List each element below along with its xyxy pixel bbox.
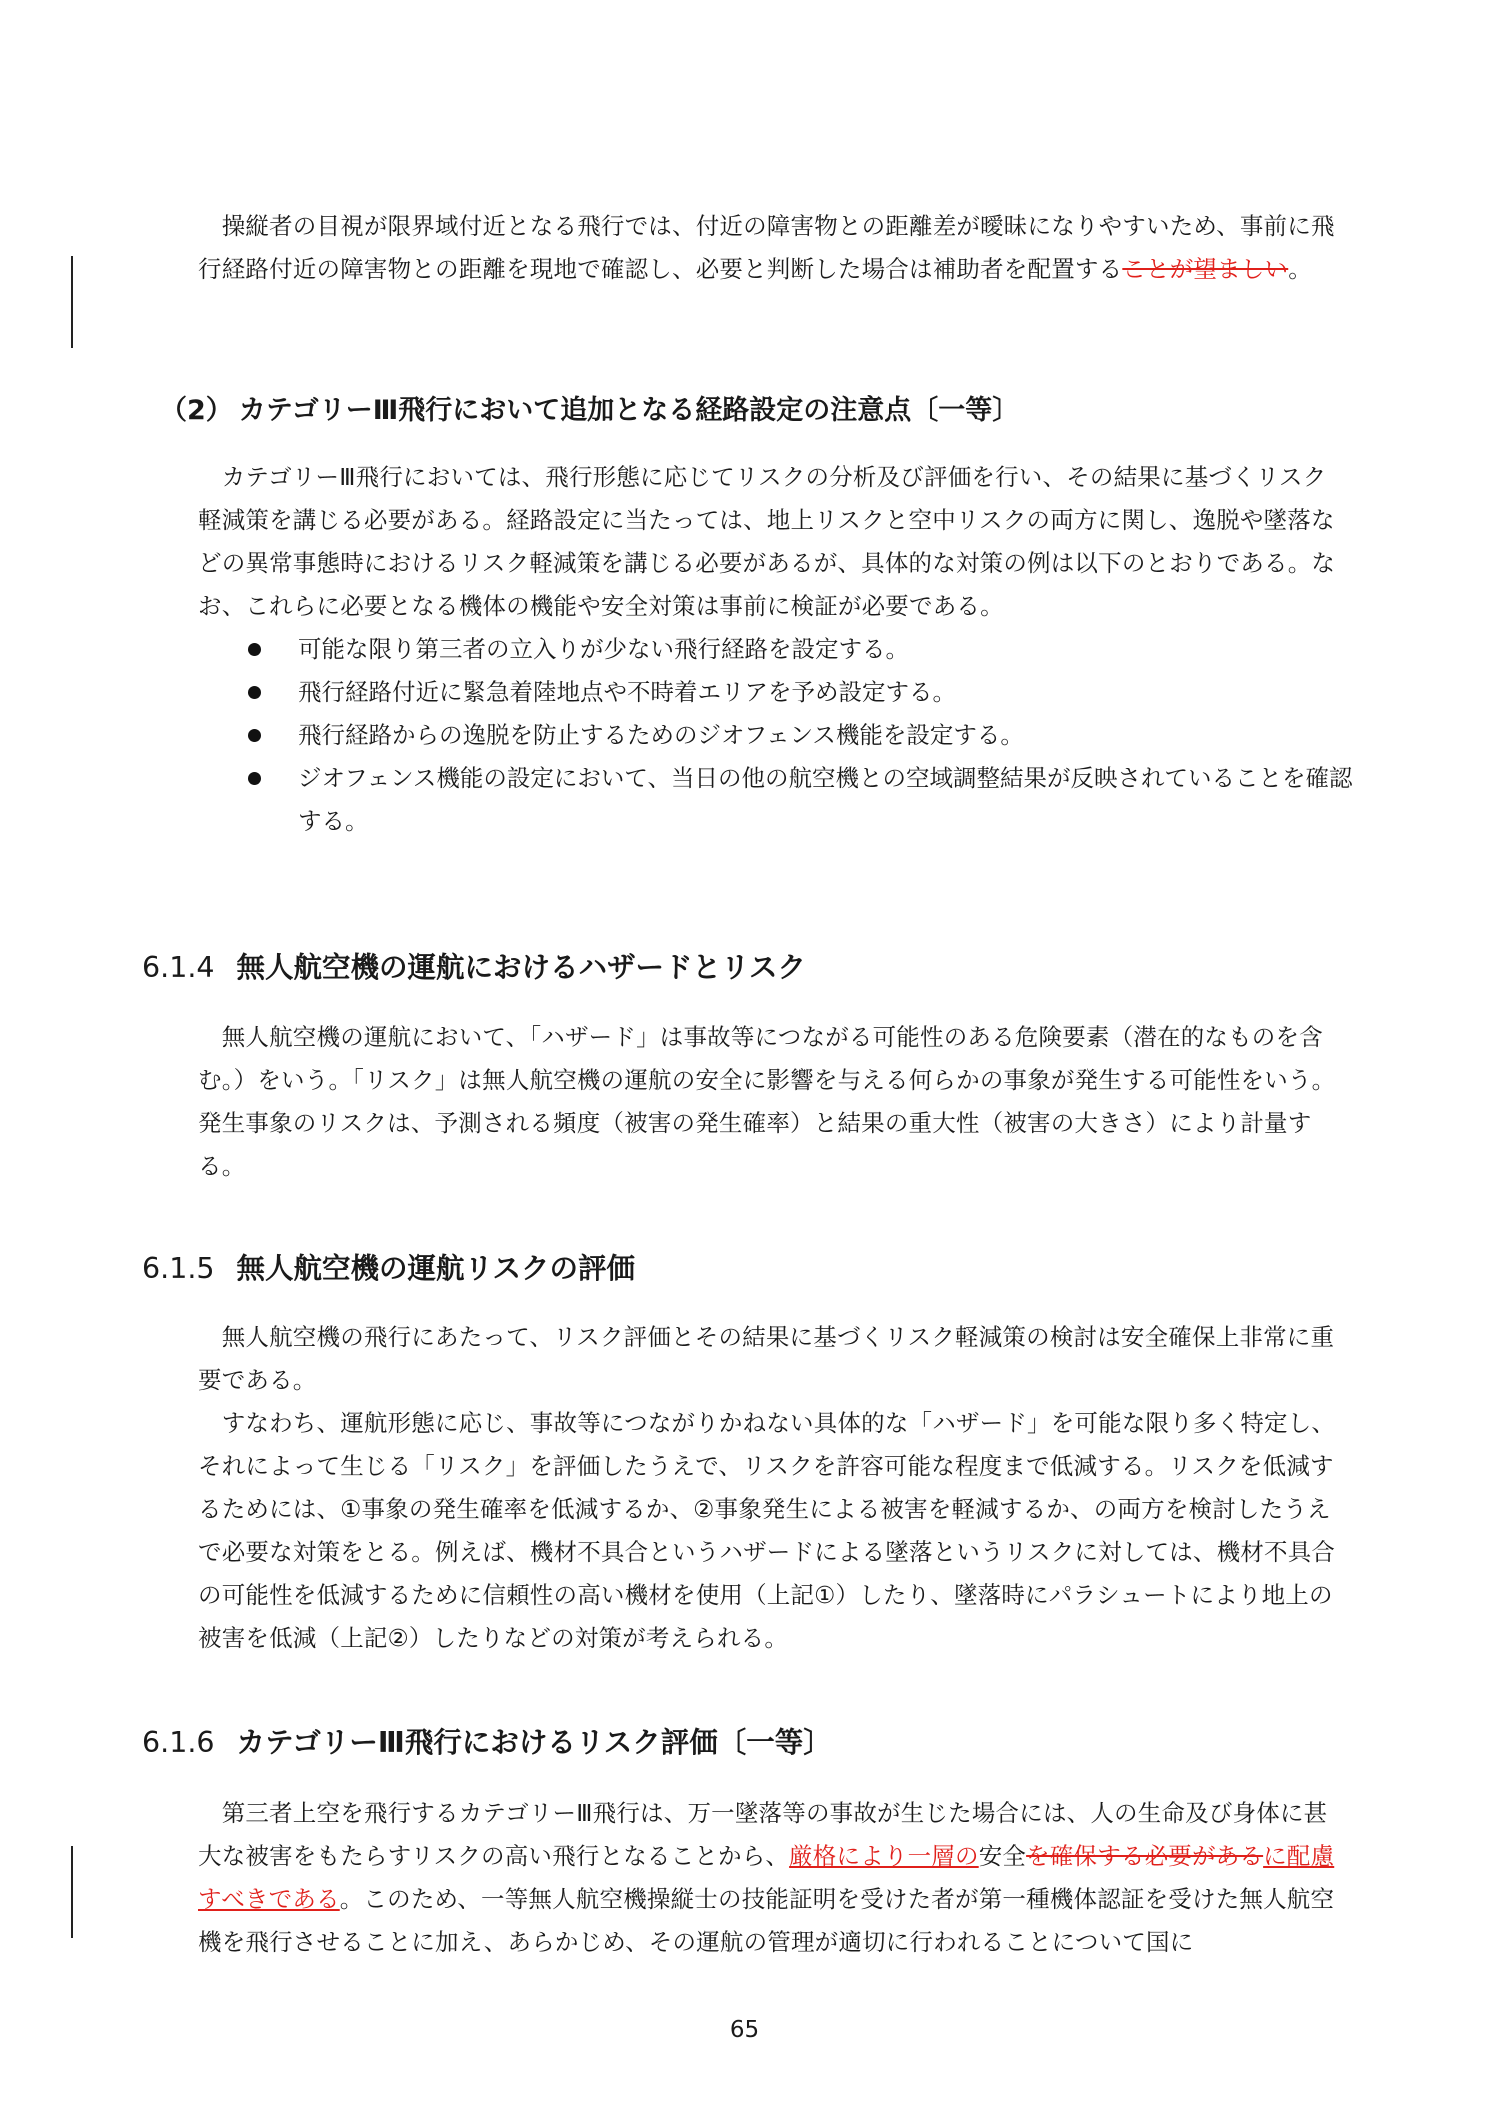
section-title: 無人航空機の運航におけるハザードとリスク: [236, 951, 806, 984]
section-heading-6-1-4: [142, 945, 806, 986]
inserted-text: 厳格により一層の: [789, 1842, 979, 1870]
section-number: 6.1.4: [142, 951, 215, 984]
list-item: [248, 628, 1358, 671]
section-number: 6.1.6: [142, 1726, 215, 1759]
bullet-icon: [248, 729, 261, 742]
deleted-text: ことが望ましい: [1122, 255, 1289, 283]
list-item-text: 可能な限り第三者の立入りが少ない飛行経路を設定する。: [298, 635, 909, 663]
paragraph-category3-risk: [198, 1792, 1348, 1964]
paragraph-observer-visibility: [198, 205, 1348, 291]
paragraph-text: 。このため、一等無人航空機操縦士の技能証明を受けた者が第一種機体認証を受けた無人航空機を飛行させることに加え、あらかじめ、その運航の管理が適切に行われることについて国に: [198, 1885, 1335, 1956]
section-title: カテゴリーⅢ飛行におけるリスク評価〔一等〕: [236, 1726, 832, 1759]
paragraph-text: 安全: [978, 1842, 1027, 1870]
paragraph-end: 。: [1288, 255, 1312, 283]
list-item: [248, 671, 1358, 714]
list-item: [248, 757, 1358, 843]
list-item-text: 飛行経路付近に緊急着陸地点や不時着エリアを予め設定する。: [298, 678, 956, 706]
list-item-text: ジオフェンス機能の設定において、当日の他の航空機との空域調整結果が反映されていることを確認する。: [298, 764, 1353, 835]
paragraph-text: 操縦者の目視が限界域付近となる飛行では、付近の障害物との距離差が曖昧になりやすいため、事前に飛行経路付近の障害物との距離を現地で確認し、必要と判断した場合は補助者を配置する: [198, 212, 1335, 283]
paragraph-text: 第三者上空を飛行するカテゴリーⅢ飛行は、万一墜落等の事故が生じた場合には、人の生命及び身体に甚大な被害をもたらすリスクの高い飛行となることから、: [198, 1799, 1328, 1870]
bullet-icon: [248, 643, 261, 656]
subsection-heading-2: [160, 388, 1019, 427]
paragraph-risk-evaluation-intro: 無人航空機の飛行にあたって、リスク評価とその結果に基づくリスク軽減策の検討は安全確保上非常に重要である。: [198, 1323, 1335, 1394]
bullet-icon: [248, 772, 261, 785]
revision-change-bar: [71, 1846, 73, 1938]
paragraph-category3-route: カテゴリーⅢ飛行においては、飛行形態に応じてリスクの分析及び評価を行い、その結果に基づくリスク軽減策を講じる必要がある。経路設定に当たっては、地上リスクと空中リスクの両方に関し、逸脱や墜落などの異常事態時におけるリスク軽減策を講じる必要があるが、具体的な対策の例は以下のとおりである。なお、これらに必要となる機体の機能や安全対策は事前に検証が必要である。: [198, 463, 1336, 620]
revision-change-bar: [71, 256, 73, 348]
section-heading-6-1-5: [142, 1246, 635, 1287]
subsection-title: カテゴリーⅢ飛行において追加となる経路設定の注意点〔一等〕: [238, 395, 1020, 426]
list-item: [248, 714, 1358, 757]
paragraph-hazard-risk: 無人航空機の運航において、「ハザード」は事故等につながる可能性のある危険要素（潜在的なものを含む。）をいう。「リスク」は無人航空機の運航の安全に影響を与える何らかの事象が発生する可能性をいう。発生事象のリスクは、予測される頻度（被害の発生確率）と結果の重大性（被害の大きさ）により計量する。: [198, 1023, 1336, 1180]
page-number: 65: [729, 2017, 760, 2043]
subsection-number: （2）: [160, 395, 233, 426]
list-item-text: 飛行経路からの逸脱を防止するためのジオフェンス機能を設定する。: [298, 721, 1024, 749]
deleted-text: を確保する必要がある: [1026, 1842, 1264, 1870]
inserted-text: に配慮すべきである: [198, 1842, 1335, 1913]
bullet-list: [248, 628, 1358, 843]
section-title: 無人航空機の運航リスクの評価: [236, 1252, 635, 1285]
bullet-icon: [248, 686, 261, 699]
section-heading-6-1-6: [142, 1720, 832, 1761]
paragraph-risk-reduction: すなわち、運航形態に応じ、事故等につながりかねない具体的な「ハザード」を可能な限り多く特定し、それによって生じる「リスク」を評価したうえで、リスクを許容可能な程度まで低減する。リスクを低減するためには、①事象の発生確率を低減するか、②事象発生による被害を軽減するか、の両方を検討したうえで必要な対策をとる。例えば、機材不具合というハザードによる墜落というリスクに対しては、機材不具合の可能性を低減するために信頼性の高い機材を使用（上記①）したり、墜落時にパラシュートにより地上の被害を低減（上記②）したりなどの対策が考えられる。: [198, 1409, 1336, 1652]
section-number: 6.1.5: [142, 1252, 215, 1285]
